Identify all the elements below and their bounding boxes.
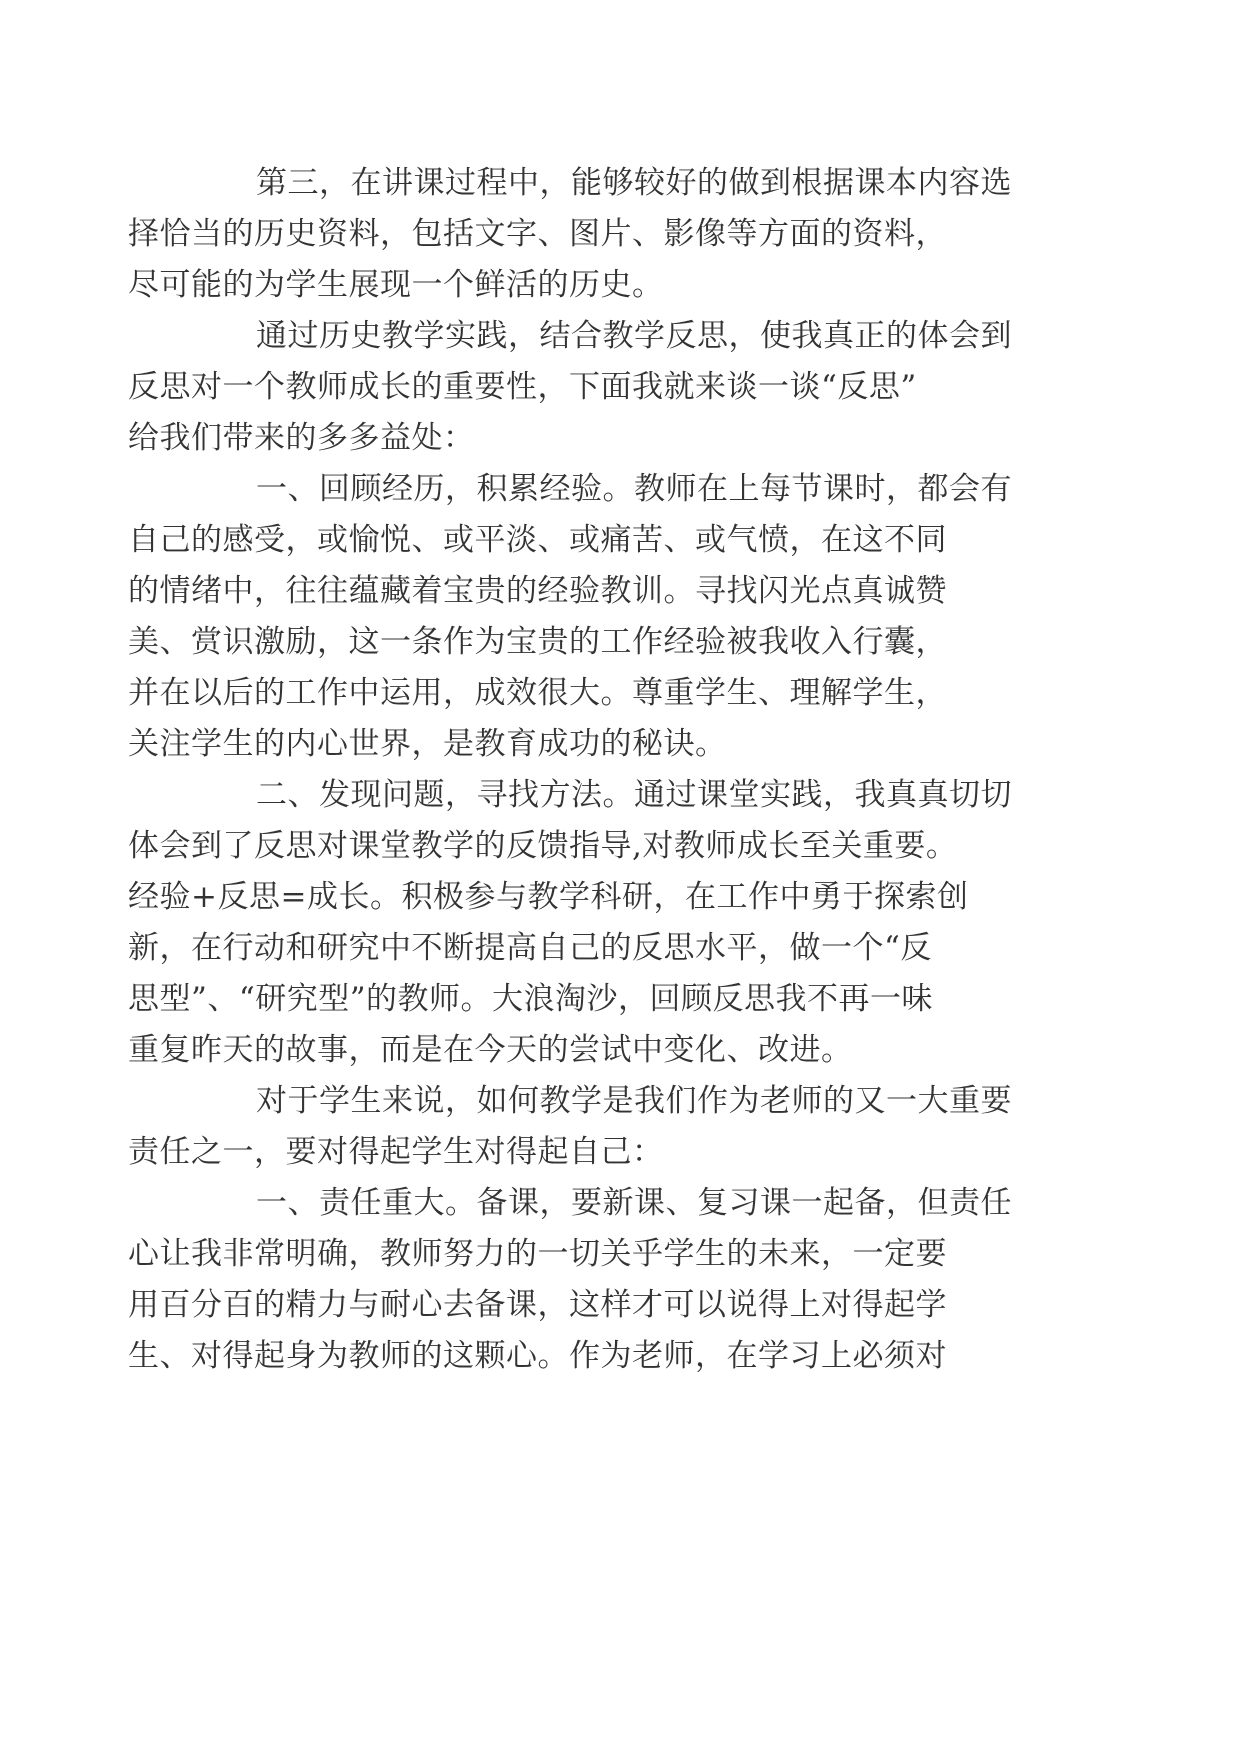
- paragraph: [128, 1076, 1052, 1178]
- text-line: 用百分百的精力与耐心去备课，这样才可以说得上对得起学: [128, 1287, 947, 1323]
- text-line: 自己的感受，或愉悦、或平淡、或痛苦、或气愤，在这不同: [128, 522, 947, 558]
- paragraph: [128, 1178, 1052, 1382]
- text-line: 美、赏识激励，这一条作为宝贵的工作经验被我收入行囊，: [128, 624, 947, 660]
- text-line: 的情绪中，往往蕴藏着宝贵的经验教训。寻找闪光点真诚赞: [128, 573, 947, 609]
- text-line: 经验+反思=成长。积极参与教学科研，在工作中勇于探索创: [128, 879, 969, 915]
- paragraph: [128, 464, 1052, 770]
- paragraph: [128, 311, 1052, 464]
- text-line: 一、责任重大。备课，要新课、复习课一起备，但责任: [256, 1185, 1012, 1221]
- text-line: 并在以后的工作中运用，成效很大。尊重学生、理解学生，: [128, 675, 947, 711]
- text-line: 择恰当的历史资料，包括文字、图片、影像等方面的资料，: [128, 216, 947, 252]
- document-body: [128, 158, 1052, 1382]
- text-line: 一、回顾经历，积累经验。教师在上每节课时，都会有: [256, 471, 1012, 507]
- text-line: 生、对得起身为教师的这颗心。作为老师，在学习上必须对: [128, 1338, 947, 1374]
- text-line: 关注学生的内心世界，是教育成功的秘诀。: [128, 726, 727, 762]
- text-line: 对于学生来说，如何教学是我们作为老师的又一大重要: [256, 1083, 1012, 1119]
- text-line: 二、发现问题，寻找方法。通过课堂实践，我真真切切: [256, 777, 1012, 813]
- text-line: 新，在行动和研究中不断提高自己的反思水平，做一个“反: [128, 930, 932, 966]
- text-line: 心让我非常明确，教师努力的一切关乎学生的未来，一定要: [128, 1236, 947, 1272]
- text-line: 尽可能的为学生展现一个鲜活的历史。: [128, 267, 664, 303]
- paragraph: [128, 158, 1052, 311]
- text-line: 重复昨天的故事，而是在今天的尝试中变化、改进。: [128, 1032, 853, 1068]
- text-line: 通过历史教学实践，结合教学反思，使我真正的体会到: [256, 318, 1012, 354]
- text-line: 体会到了反思对课堂教学的反馈指导,对教师成长至关重要。: [128, 828, 958, 864]
- text-line: 思型”、“研究型”的教师。大浪淘沙，回顾反思我不再一味: [128, 981, 934, 1017]
- text-line: 给我们带来的多多益处：: [128, 420, 475, 456]
- paragraph: [128, 770, 1052, 1076]
- text-line: 责任之一，要对得起学生对得起自己：: [128, 1134, 664, 1170]
- text-line: 反思对一个教师成长的重要性，下面我就来谈一谈“反思”: [128, 369, 917, 405]
- text-line: 第三，在讲课过程中，能够较好的做到根据课本内容选: [256, 165, 1012, 201]
